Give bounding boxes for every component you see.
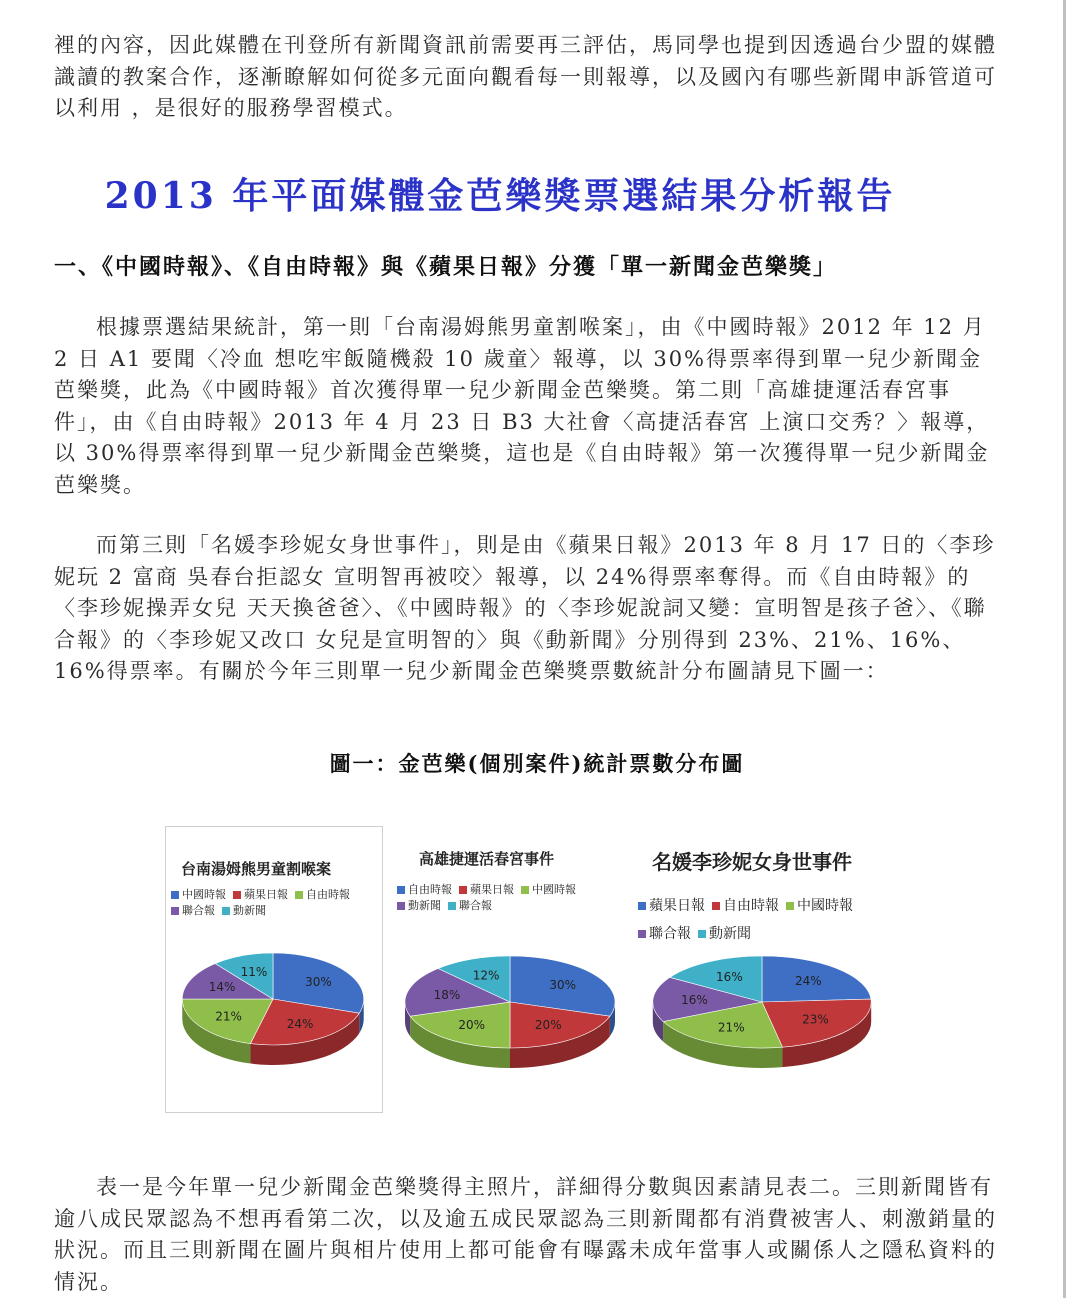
legend-label: 自由時報 bbox=[306, 888, 350, 901]
legend-swatch bbox=[521, 886, 529, 894]
pie-slice-label: 16% bbox=[716, 970, 743, 985]
pie-slice-label: 21% bbox=[717, 1020, 745, 1035]
legend-label: 蘋果日報 bbox=[470, 883, 514, 896]
pie-slice-label: 30% bbox=[305, 975, 332, 990]
pie-slice-label: 24% bbox=[795, 974, 822, 989]
legend-item bbox=[295, 886, 350, 902]
legend-swatch bbox=[638, 902, 646, 910]
legend-swatch bbox=[397, 886, 405, 894]
legend-label: 聯合報 bbox=[182, 904, 215, 917]
page-edge bbox=[1063, 0, 1066, 1298]
legend-swatch bbox=[459, 886, 467, 894]
chart-title: 台南湯姆熊男童割喉案 bbox=[181, 860, 332, 878]
pie-slice-label: 14% bbox=[208, 979, 236, 994]
pie-slice-label: 12% bbox=[472, 968, 500, 983]
legend-label: 自由時報 bbox=[723, 898, 779, 914]
pie-chart-2 bbox=[385, 826, 635, 1111]
legend-item bbox=[459, 881, 514, 897]
chart-title: 高雄捷運活春宮事件 bbox=[419, 850, 555, 868]
legend-item bbox=[233, 886, 288, 902]
pie-chart-3 bbox=[632, 826, 902, 1111]
report-title: 2013 年平面媒體金芭樂獎票選結果分析報告 bbox=[104, 175, 896, 217]
chart-legend bbox=[638, 892, 898, 948]
legend-label: 中國時報 bbox=[797, 898, 853, 914]
pie-slice-label: 20% bbox=[458, 1018, 486, 1033]
pie-slice-label: 21% bbox=[215, 1009, 242, 1024]
legend-label: 動新聞 bbox=[408, 899, 441, 912]
legend-swatch bbox=[638, 930, 646, 938]
chart-legend bbox=[171, 886, 381, 918]
legend-item bbox=[397, 897, 441, 913]
legend-item bbox=[638, 892, 705, 920]
legend-swatch bbox=[448, 902, 456, 910]
legend-label: 蘋果日報 bbox=[649, 898, 705, 914]
pie-chart-1 bbox=[165, 826, 381, 1111]
legend-item bbox=[171, 886, 226, 902]
legend-swatch bbox=[171, 891, 179, 899]
pie-slice-label: 16% bbox=[681, 993, 708, 1008]
pie-slice-label: 11% bbox=[240, 965, 268, 980]
legend-label: 聯合報 bbox=[459, 899, 492, 912]
pie-svg bbox=[385, 944, 635, 1104]
legend-item bbox=[397, 881, 452, 897]
legend-item bbox=[448, 897, 492, 913]
legend-label: 中國時報 bbox=[182, 888, 226, 901]
legend-label: 中國時報 bbox=[532, 883, 576, 896]
pie-slice-label: 30% bbox=[549, 978, 577, 993]
chart-legend bbox=[397, 881, 632, 913]
legend-swatch bbox=[295, 891, 303, 899]
legend-item bbox=[222, 902, 266, 918]
figure-caption: 圖一：金芭樂(個別案件)統計票數分布圖 bbox=[329, 751, 745, 776]
pie-slice-label: 18% bbox=[433, 987, 461, 1002]
paragraph-2: 而第三則「名媛李珍妮女身世事件」，則是由《蘋果日報》2013 年 8 月 17 日的〈李珍妮玩 2 富商 吳春台拒認女 宣明智再被咬〉報導，以 24%得票率奪得。而《自由時報》的〈李珍妮操弄女兒 天天換爸爸〉、《中國時報》的〈李珍妮說詞又變：宣明智是孩子爸〉、《聯合報》的〈李珍妮又改口 女兒是宣明智的〉與《動新聞》分別得到 23%、21%、16%、16%得票率。有關於今年三則單一兒少新聞金芭樂獎票數統計分布圖請見下圖一： bbox=[54, 533, 996, 683]
legend-swatch bbox=[233, 891, 241, 899]
pie-slice-label: 23% bbox=[802, 1012, 829, 1027]
legend-swatch bbox=[171, 907, 179, 915]
paragraph-1: 根據票選結果統計，第一則「台南湯姆熊男童割喉案」，由《中國時報》2012 年 12 月 2 日 A1 要聞〈冷血 想吃牢飯隨機殺 10 歲童〉報導，以 30%得票率得到單一兒少新聞金芭樂獎，此為《中國時報》首次獲得單一兒少新聞金芭樂獎。第二則「高雄捷運活春宮事件」，由《自由時報》2013 年 4 月 23 日 B3 大社會〈高捷活春宮 上演口交秀？〉報導，以 30%得票率得到單一兒少新聞金芭樂獎，這也是《自由時報》第一次獲得單一兒少新聞金芭樂獎。 bbox=[54, 315, 990, 497]
top-paragraph: 裡的內容，因此媒體在刊登所有新聞資訊前需要再三評估，馬同學也提到因透過台少盟的媒體識讀的教案合作，逐漸瞭解如何從多元面向觀看每一則報導，以及國內有哪些新聞申訴管道可以利用 ，是很好的服務學習模式。 bbox=[54, 33, 997, 120]
pie-svg bbox=[632, 944, 892, 1104]
legend-swatch bbox=[698, 930, 706, 938]
legend-label: 動新聞 bbox=[233, 904, 266, 917]
legend-item bbox=[521, 881, 576, 897]
legend-label: 動新聞 bbox=[709, 926, 751, 942]
legend-label: 自由時報 bbox=[408, 883, 452, 896]
legend-swatch bbox=[786, 902, 794, 910]
section-heading: 一、《中國時報》、《自由時報》與《蘋果日報》分獲「單一新聞金芭樂獎」 bbox=[54, 254, 838, 280]
legend-label: 蘋果日報 bbox=[244, 888, 288, 901]
legend-item bbox=[171, 902, 215, 918]
legend-swatch bbox=[712, 902, 720, 910]
pie-slice-label: 24% bbox=[286, 1016, 314, 1031]
chart-title: 名媛李珍妮女身世事件 bbox=[652, 850, 852, 874]
legend-item bbox=[712, 892, 779, 920]
paragraph-3: 表一是今年單一兒少新聞金芭樂獎得主照片，詳細得分數與因素請見表二。三則新聞皆有逾八成民眾認為不想再看第二次，以及逾五成民眾認為三則新聞都有消費被害人、刺激銷量的狀況。而且三則新聞在圖片與相片使用上都可能會有曝露未成年當事人或關係人之隱私資料的情況。 bbox=[54, 1175, 997, 1294]
legend-label: 聯合報 bbox=[649, 926, 691, 942]
legend-swatch bbox=[397, 902, 405, 910]
legend-item bbox=[786, 892, 853, 920]
pie-svg bbox=[165, 941, 381, 1101]
legend-swatch bbox=[222, 907, 230, 915]
pie-slice-label: 20% bbox=[534, 1018, 562, 1033]
